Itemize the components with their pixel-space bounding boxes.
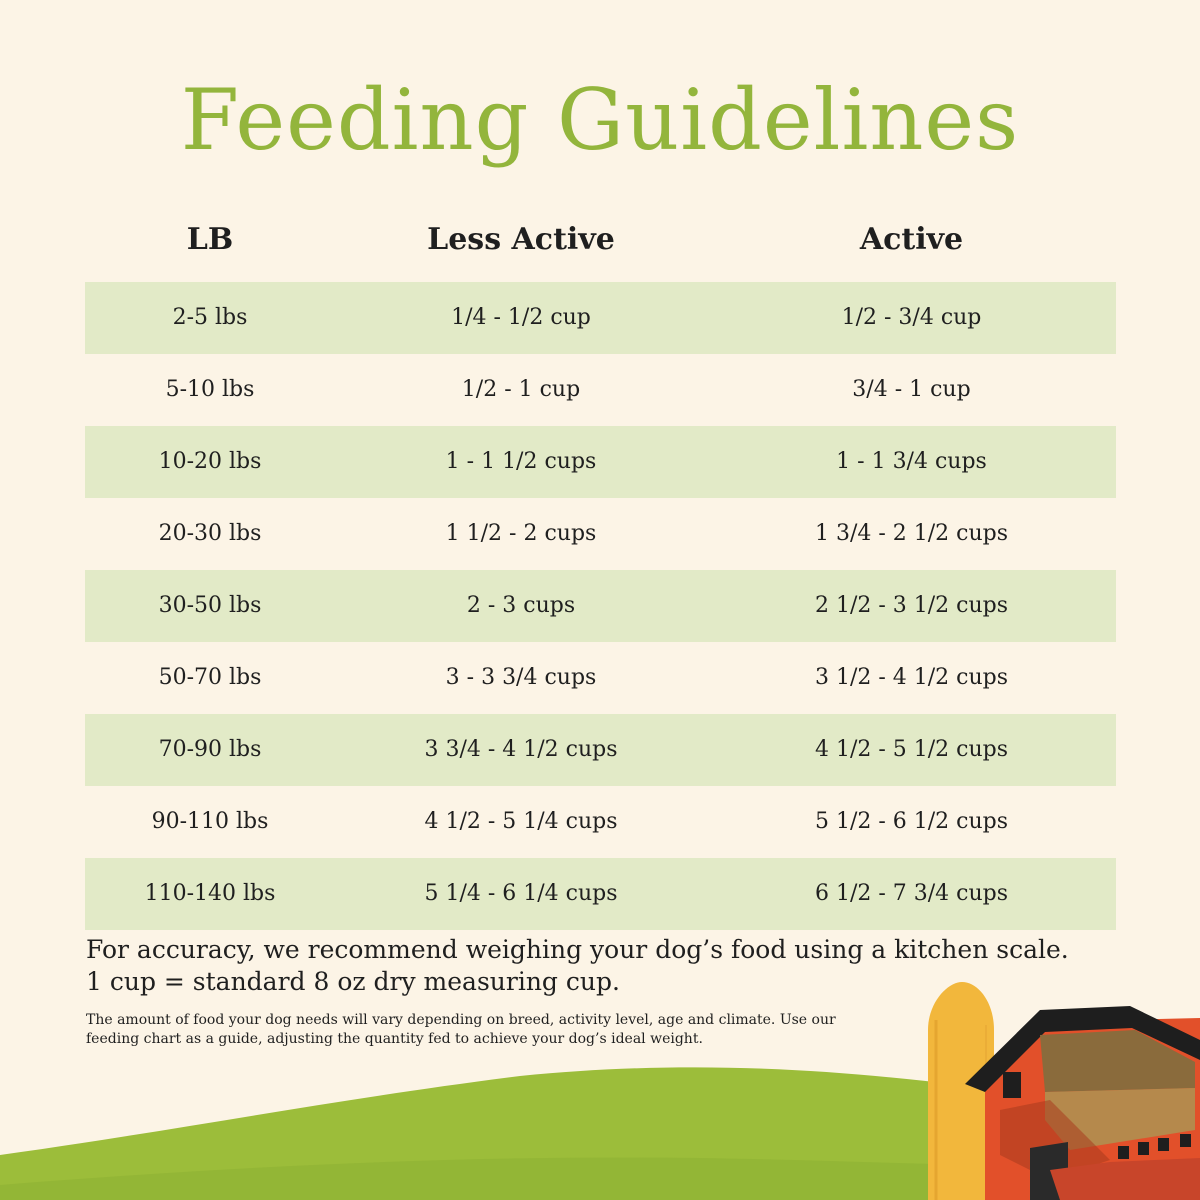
table-header-row: [85, 210, 1116, 282]
accuracy-note-line-2: 1 cup = standard 8 oz dry measuring cup.: [86, 967, 620, 996]
table-row: [85, 282, 1116, 354]
less-active-cell: 4 1/2 - 5 1/4 cups: [424, 809, 618, 834]
accuracy-note-line-1: For accuracy, we recommend weighing your dog’s food using a kitchen scale.: [86, 935, 1069, 964]
less-active-cell: 1 - 1 1/2 cups: [445, 449, 597, 474]
table-row: [85, 354, 1116, 426]
header-active: Active: [859, 222, 964, 257]
table-row: [85, 426, 1116, 498]
active-cell: 4 1/2 - 5 1/2 cups: [814, 737, 1009, 762]
less-active-cell: 2 - 3 cups: [466, 593, 576, 618]
weight-cell: 70-90 lbs: [158, 737, 262, 762]
fine-print-line-1: The amount of food your dog needs will vary depending on breed, activity level, age and climate. Use our: [86, 1012, 836, 1028]
header-weight: LB: [186, 222, 234, 257]
barn-icon: [965, 1006, 1200, 1200]
weight-cell: 50-70 lbs: [158, 665, 262, 690]
table-row: [85, 570, 1116, 642]
active-cell: 1 3/4 - 2 1/2 cups: [814, 521, 1009, 546]
weight-cell: 110-140 lbs: [144, 881, 276, 906]
weight-cell: 5-10 lbs: [165, 377, 255, 402]
table-row: [85, 858, 1116, 930]
feeding-table: [85, 210, 1116, 930]
less-active-cell: 1/4 - 1/2 cup: [451, 305, 591, 330]
less-active-cell: 1 1/2 - 2 cups: [445, 521, 597, 546]
active-cell: 5 1/2 - 6 1/2 cups: [814, 809, 1009, 834]
active-cell: 1/2 - 3/4 cup: [841, 305, 982, 330]
table-row: [85, 714, 1116, 786]
farm-barn-and-silo-illustration: [0, 980, 1200, 1200]
weight-cell: 10-20 lbs: [158, 449, 262, 474]
active-cell: 3/4 - 1 cup: [852, 377, 971, 402]
weight-cell: 2-5 lbs: [172, 305, 248, 330]
less-active-cell: 3 - 3 3/4 cups: [445, 665, 597, 690]
weight-cell: 20-30 lbs: [158, 521, 262, 546]
active-cell: 1 - 1 3/4 cups: [836, 449, 987, 474]
less-active-cell: 3 3/4 - 4 1/2 cups: [424, 737, 618, 762]
page-title: Feeding Guidelines: [180, 71, 1020, 169]
table-row: [85, 786, 1116, 858]
table-row: [85, 642, 1116, 714]
table-row: [85, 498, 1116, 570]
less-active-cell: 1/2 - 1 cup: [461, 377, 581, 402]
active-cell: 3 1/2 - 4 1/2 cups: [814, 665, 1009, 690]
active-cell: 6 1/2 - 7 3/4 cups: [814, 881, 1009, 906]
less-active-cell: 5 1/4 - 6 1/4 cups: [424, 881, 618, 906]
active-cell: 2 1/2 - 3 1/2 cups: [814, 593, 1009, 618]
header-less-active: Less Active: [427, 222, 615, 257]
fine-print-line-2: feeding chart as a guide, adjusting the quantity fed to achieve your dog’s ideal weight.: [86, 1031, 703, 1047]
weight-cell: 90-110 lbs: [151, 809, 269, 834]
weight-cell: 30-50 lbs: [158, 593, 262, 618]
